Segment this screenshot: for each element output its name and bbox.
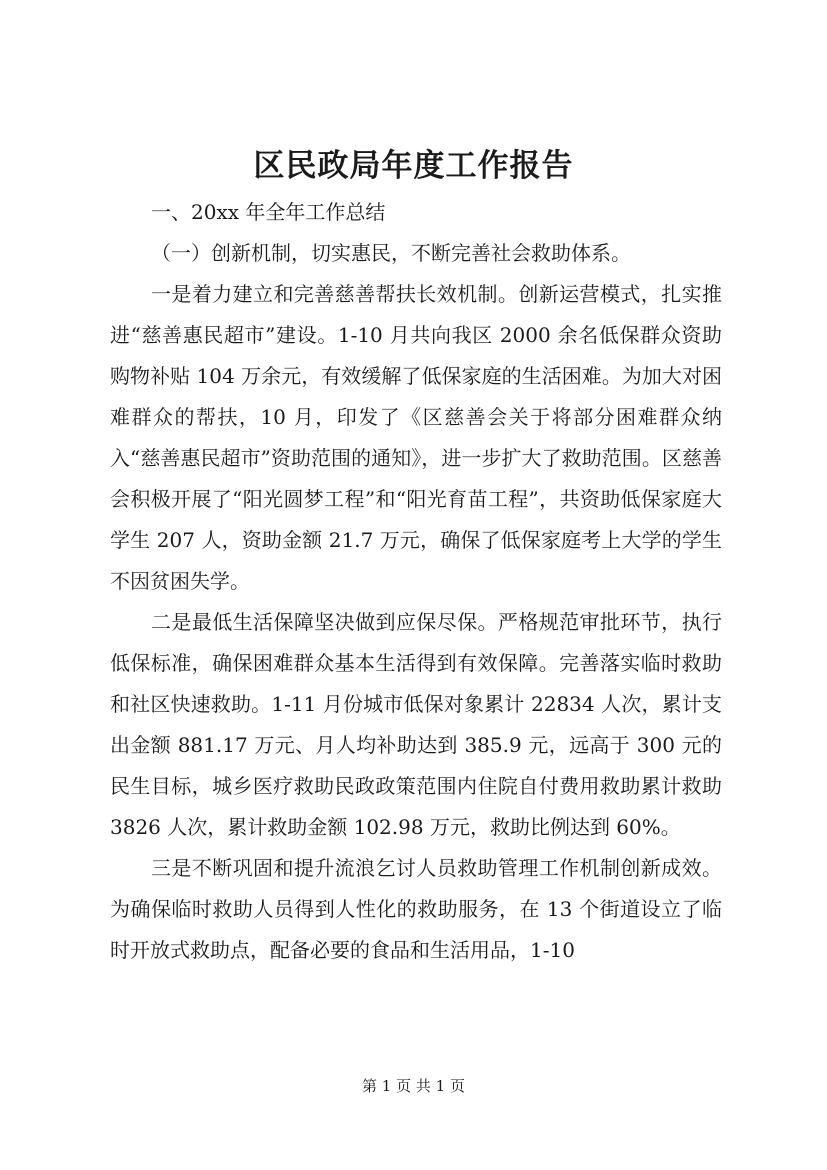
section-heading: 一、20xx 年全年工作总结: [151, 200, 386, 224]
document-body: [110, 192, 722, 971]
document-title: 区民政局年度工作报告: [253, 148, 574, 184]
paragraph-3: 三是不断巩固和提升流浪乞讨人员救助管理工作机制创新成效。为确保临时救助人员得到人性化的救助服务，在 13 个街道设立了临时开放式救助点，配备必要的食品和生活用品，1-10: [110, 856, 722, 962]
page-footer: 第 1 页 共 1 页: [362, 1077, 465, 1095]
subsection-heading: （一）创新机制，切实惠民，不断完善社会救助体系。: [151, 241, 631, 265]
paragraph-2: 二是最低生活保障坚决做到应保尽保。严格规范审批环节，执行低保标准，确保困难群众基本生活得到有效保障。完善落实临时救助和社区快速救助。1-11 月份城市低保对象累计 22834 人次，累计支出金额 881.17 万元、月人均补助达到 385.9 元，远高于 300 元的民生目标，城乡医疗救助民政政策范围内住院自付费用救助累计救助 3826 人次，累计救助金额 102.98 万元，救助比例达到 60%。: [110, 610, 722, 839]
paragraph-1: 一是着力建立和完善慈善帮扶长效机制。创新运营模式，扎实推进“慈善惠民超市”建设。1-10 月共向我区 2000 余名低保群众资助购物补贴 104 万余元，有效缓解了低保家庭的生活困难。为加大对困难群众的帮扶，10 月，印发了《区慈善会关于将部分困难群众纳入“慈善惠民超市”资助范围的通知》，进一步扩大了救助范围。区慈善会积极开展了“阳光圆梦工程”和“阳光育苗工程”，共资助低保家庭大学生 207 人，资助金额 21.7 万元，确保了低保家庭考上大学的学生不因贫困失学。: [110, 282, 722, 593]
